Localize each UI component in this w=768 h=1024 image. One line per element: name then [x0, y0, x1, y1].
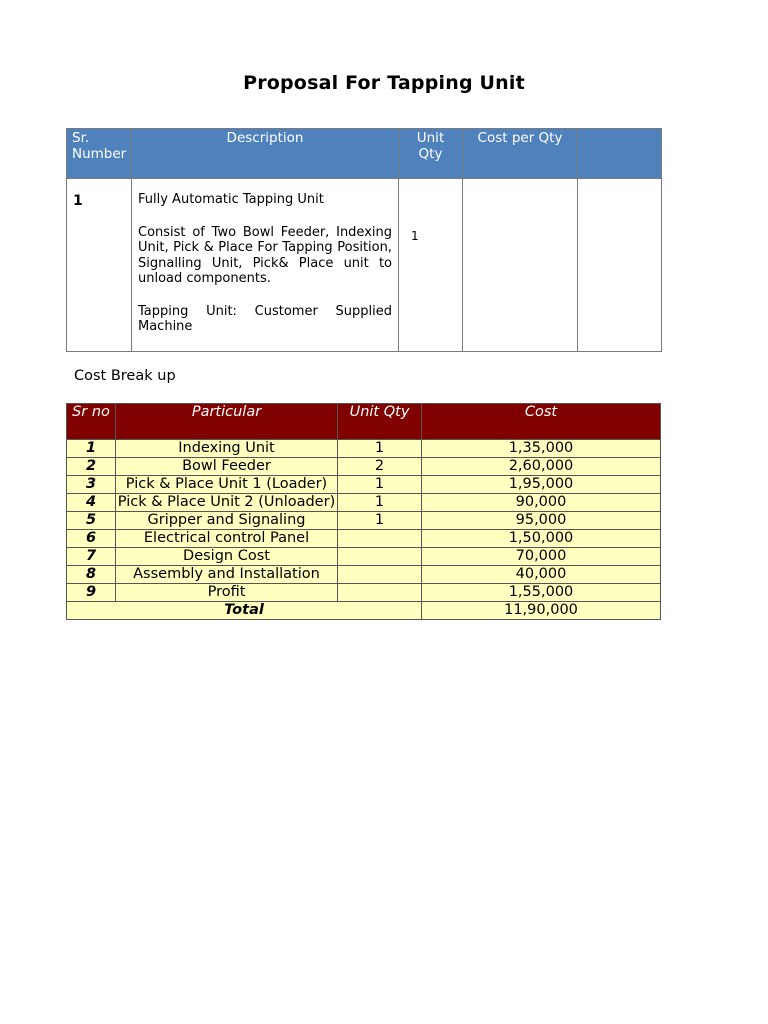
- proposal-description-cell: [132, 179, 399, 352]
- header-cost-per-qty: Cost per Qty: [463, 129, 578, 179]
- header-unit-qty: Unit Qty: [399, 129, 463, 179]
- row-sr: 9: [67, 584, 116, 602]
- table-row: [67, 566, 661, 584]
- row-qty: 1: [338, 476, 422, 494]
- total-label: Total: [67, 602, 422, 620]
- row-particular: Pick & Place Unit 2 (Unloader): [116, 494, 338, 512]
- row-qty: [338, 584, 422, 602]
- row-cost: 1,55,000: [422, 584, 661, 602]
- row-qty: 1: [338, 494, 422, 512]
- proposal-header-row: [67, 129, 662, 179]
- row-sr: 4: [67, 494, 116, 512]
- description-note: Tapping Unit: Customer Supplied Machine: [138, 303, 392, 334]
- row-sr: 3: [67, 476, 116, 494]
- row-cost: 90,000: [422, 494, 661, 512]
- cost-breakup-table: [66, 403, 661, 620]
- row-particular: Gripper and Signaling: [116, 512, 338, 530]
- row-qty: [338, 566, 422, 584]
- row-sr: 2: [67, 458, 116, 476]
- row-qty: [338, 548, 422, 566]
- row-qty: 1: [338, 440, 422, 458]
- table-row: [67, 476, 661, 494]
- row-cost: 1,35,000: [422, 440, 661, 458]
- header-blank: [578, 129, 662, 179]
- header-unit-qty: Unit Qty: [338, 404, 422, 440]
- header-sr-number: Sr. Number: [67, 129, 132, 179]
- row-sr: 7: [67, 548, 116, 566]
- row-qty: 2: [338, 458, 422, 476]
- table-row: [67, 458, 661, 476]
- row-cost: 1,50,000: [422, 530, 661, 548]
- table-row: [67, 494, 661, 512]
- row-sr: 5: [67, 512, 116, 530]
- row-qty: 1: [338, 512, 422, 530]
- description-title: Fully Automatic Tapping Unit: [138, 192, 324, 207]
- row-particular: Indexing Unit: [116, 440, 338, 458]
- row-sr: 8: [67, 566, 116, 584]
- row-particular: Design Cost: [116, 548, 338, 566]
- row-sr: 1: [67, 440, 116, 458]
- proposal-table: [66, 128, 662, 352]
- row-qty: [338, 530, 422, 548]
- table-row: [67, 512, 661, 530]
- proposal-extra-cell: [578, 179, 662, 352]
- header-particular: Particular: [116, 404, 338, 440]
- header-sr-no: Sr no: [67, 404, 116, 440]
- proposal-sr-cell: [67, 179, 132, 352]
- row-cost: 2,60,000: [422, 458, 661, 476]
- row-sr: 6: [67, 530, 116, 548]
- cost-breakup-heading: Cost Break up: [74, 368, 176, 384]
- proposal-sr: 1: [73, 193, 83, 209]
- row-cost: 1,95,000: [422, 476, 661, 494]
- row-particular: Pick & Place Unit 1 (Loader): [116, 476, 338, 494]
- header-description: Description: [132, 129, 399, 179]
- table-row: [67, 440, 661, 458]
- row-particular: Bowl Feeder: [116, 458, 338, 476]
- table-row: [67, 584, 661, 602]
- row-particular: Assembly and Installation: [116, 566, 338, 584]
- table-row: [67, 548, 661, 566]
- table-row: [67, 530, 661, 548]
- proposal-qty: 1: [411, 229, 419, 243]
- proposal-cost-cell: [463, 179, 578, 352]
- cost-header-row: [67, 404, 661, 440]
- proposal-qty-cell: [399, 179, 463, 352]
- page-title: Proposal For Tapping Unit: [243, 72, 525, 94]
- total-value: 11,90,000: [422, 602, 661, 620]
- description-body: Consist of Two Bowl Feeder, Indexing Unit, Pick & Place For Tapping Position, Signalling Unit, Pick& Place unit to unload components.: [138, 224, 392, 286]
- row-particular: Electrical control Panel: [116, 530, 338, 548]
- total-row: [67, 602, 661, 620]
- row-cost: 70,000: [422, 548, 661, 566]
- header-cost: Cost: [422, 404, 661, 440]
- row-cost: 95,000: [422, 512, 661, 530]
- row-particular: Profit: [116, 584, 338, 602]
- proposal-row: [67, 179, 662, 352]
- row-cost: 40,000: [422, 566, 661, 584]
